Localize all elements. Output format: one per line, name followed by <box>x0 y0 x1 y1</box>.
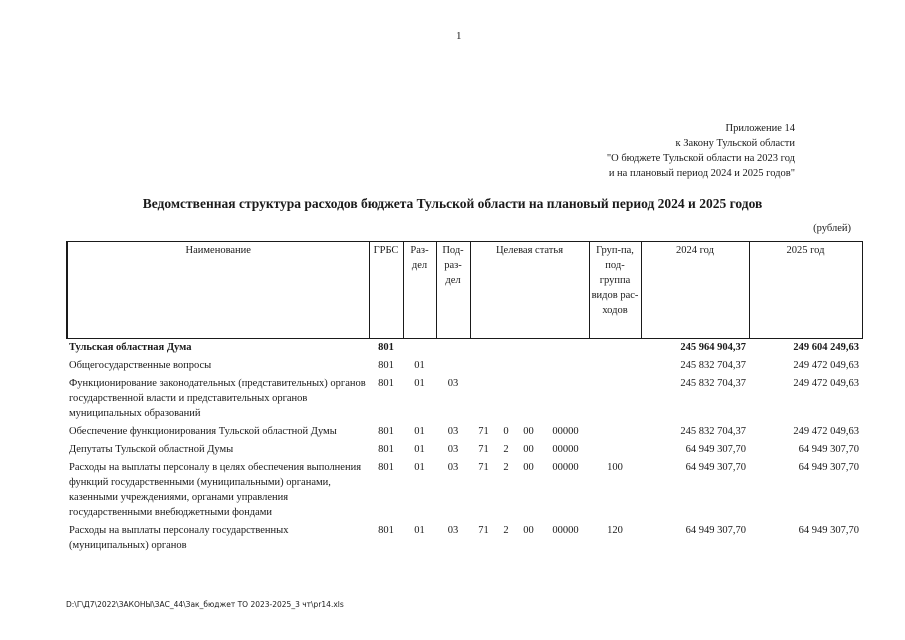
row-target-direction-cell: 00 <box>523 462 534 473</box>
row-target-subprogram-cell: 2 <box>503 444 509 455</box>
row-grbs-cell: 801 <box>378 360 394 371</box>
row-target-program-cell: 71 <box>478 525 489 536</box>
row-grbs-cell: 801 <box>378 426 394 437</box>
table-row <box>67 522 862 555</box>
row-podrazdel-cell: 03 <box>447 462 459 473</box>
table-header-row <box>67 242 862 339</box>
row-razdel-cell: 01 <box>414 444 425 455</box>
row-amount-2025-cell: 64 949 307,70 <box>798 462 859 473</box>
row-target-code-cell: 00000 <box>552 462 579 473</box>
row-name-cell: Расходы на выплаты персоналу в целях обеспечения выполнения функций государственными (муниципальными) органами, казенными учреждениями, органами управления государственными внебюджетными фондами <box>69 462 362 518</box>
row-target-direction-cell: 00 <box>523 426 534 437</box>
header-2024: 2024 год <box>641 242 749 339</box>
row-target-code-cell <box>542 375 589 423</box>
row-target-subprogram-cell <box>497 357 515 375</box>
appendix-line-3: "О бюджете Тульской области на 2023 год <box>606 153 795 164</box>
row-target-program-cell <box>470 357 497 375</box>
row-amount-2024-cell: 245 832 704,37 <box>680 426 746 437</box>
header-target-article: Целевая статья <box>470 242 589 339</box>
row-grbs-cell: 801 <box>378 525 394 536</box>
row-amount-2024-cell: 245 832 704,37 <box>680 360 746 371</box>
row-target-program-cell <box>470 339 497 358</box>
row-amount-2024-cell: 64 949 307,70 <box>685 444 746 455</box>
row-name-cell: Обеспечение функционирования Тульской областной Думы <box>69 426 337 437</box>
row-amount-2024-cell: 64 949 307,70 <box>685 462 746 473</box>
row-target-program-cell <box>470 375 497 423</box>
row-name-cell: Расходы на выплаты персоналу государственных (муниципальных) органов <box>69 525 289 551</box>
row-amount-2025-cell: 249 472 049,63 <box>793 426 859 437</box>
header-podrazdel: Под-раз-дел <box>436 242 470 339</box>
row-target-subprogram-cell <box>497 339 515 358</box>
table-row <box>67 459 862 522</box>
row-amount-2025-cell: 64 949 307,70 <box>798 444 859 455</box>
row-target-direction-cell <box>515 375 542 423</box>
table-row <box>67 339 862 358</box>
row-name-cell: Депутаты Тульской областной Думы <box>69 444 234 455</box>
row-podrazdel-cell: 03 <box>447 378 459 389</box>
appendix-block <box>535 121 795 181</box>
row-amount-2024-cell: 64 949 307,70 <box>685 525 746 536</box>
row-podrazdel-cell: 03 <box>447 444 459 455</box>
row-amount-2025-cell: 249 472 049,63 <box>793 378 859 389</box>
header-expense-group: Груп-па, под-группа видов рас-ходов <box>589 242 641 339</box>
row-name-cell: Тульская областная Дума <box>69 342 192 353</box>
row-grbs-cell: 801 <box>378 444 394 455</box>
row-expense-group-cell <box>589 375 641 423</box>
appendix-line-4: и на плановый период 2024 и 2025 годов" <box>608 168 795 179</box>
table-row <box>67 375 862 423</box>
page-number: 1 <box>456 30 462 42</box>
row-target-subprogram-cell: 2 <box>503 525 509 536</box>
table-row <box>67 441 862 459</box>
row-expense-group-cell <box>589 357 641 375</box>
row-expense-group-cell <box>589 423 641 441</box>
units-label: (рублей) <box>813 223 851 234</box>
row-target-subprogram-cell <box>497 375 515 423</box>
row-target-program-cell: 71 <box>478 462 489 473</box>
row-amount-2024-cell: 245 964 904,37 <box>680 342 746 353</box>
row-amount-2025-cell: 249 472 049,63 <box>793 360 859 371</box>
row-amount-2024-cell: 245 832 704,37 <box>680 378 746 389</box>
row-expense-group-cell <box>589 441 641 459</box>
row-target-program-cell: 71 <box>478 426 489 437</box>
appendix-line-2: к Закону Тульской области <box>675 138 795 149</box>
row-podrazdel-cell <box>436 339 470 358</box>
header-2025: 2025 год <box>749 242 862 339</box>
row-target-code-cell: 00000 <box>552 426 579 437</box>
header-grbs: ГРБС <box>369 242 403 339</box>
row-razdel-cell: 01 <box>414 426 425 437</box>
row-expense-group-cell <box>589 339 641 358</box>
row-razdel-cell: 01 <box>414 462 425 473</box>
row-amount-2025-cell: 249 604 249,63 <box>793 342 859 353</box>
row-razdel-cell: 01 <box>414 378 425 389</box>
row-target-program-cell: 71 <box>478 444 489 455</box>
row-target-direction-cell <box>515 339 542 358</box>
file-path-footer: D:\Г\Д7\2022\ЗАКОНЫ\ЗАС_44\Зак_бюджет ТО 2023-2025_3 чт\pr14.xls <box>66 600 344 609</box>
row-expense-group-cell: 100 <box>607 462 623 473</box>
row-target-direction-cell: 00 <box>523 444 534 455</box>
row-razdel-cell: 01 <box>414 525 425 536</box>
row-target-direction-cell <box>515 357 542 375</box>
row-podrazdel-cell: 03 <box>447 426 459 437</box>
row-target-code-cell <box>542 357 589 375</box>
row-target-code-cell: 00000 <box>552 525 579 536</box>
row-grbs-cell: 801 <box>378 378 394 389</box>
table-row <box>67 423 862 441</box>
row-target-subprogram-cell: 2 <box>503 462 509 473</box>
table-row <box>67 357 862 375</box>
header-razdel: Раз-дел <box>403 242 436 339</box>
row-podrazdel-cell: 03 <box>447 525 459 536</box>
row-target-direction-cell: 00 <box>523 525 534 536</box>
document-title: Ведомственная структура расходов бюджета Тульской области на плановый период 2024 и 2025 годов <box>142 196 763 211</box>
budget-table <box>66 241 863 555</box>
row-name-cell: Функционирование законодательных (представительных) органов государственной власти и представительных органов муниципальных образований <box>69 378 366 419</box>
row-expense-group-cell: 120 <box>607 525 623 536</box>
header-name: Наименование <box>67 242 369 339</box>
row-razdel-cell <box>403 339 436 358</box>
row-name-cell: Общегосударственные вопросы <box>69 360 212 371</box>
appendix-line-1: Приложение 14 <box>725 123 795 134</box>
row-razdel-cell: 01 <box>414 360 425 371</box>
row-amount-2025-cell: 64 949 307,70 <box>798 525 859 536</box>
row-grbs-cell: 801 <box>378 342 394 353</box>
row-podrazdel-cell <box>436 357 470 375</box>
row-grbs-cell: 801 <box>378 462 394 473</box>
row-target-code-cell <box>542 339 589 358</box>
row-target-subprogram-cell: 0 <box>503 426 509 437</box>
row-target-code-cell: 00000 <box>552 444 579 455</box>
